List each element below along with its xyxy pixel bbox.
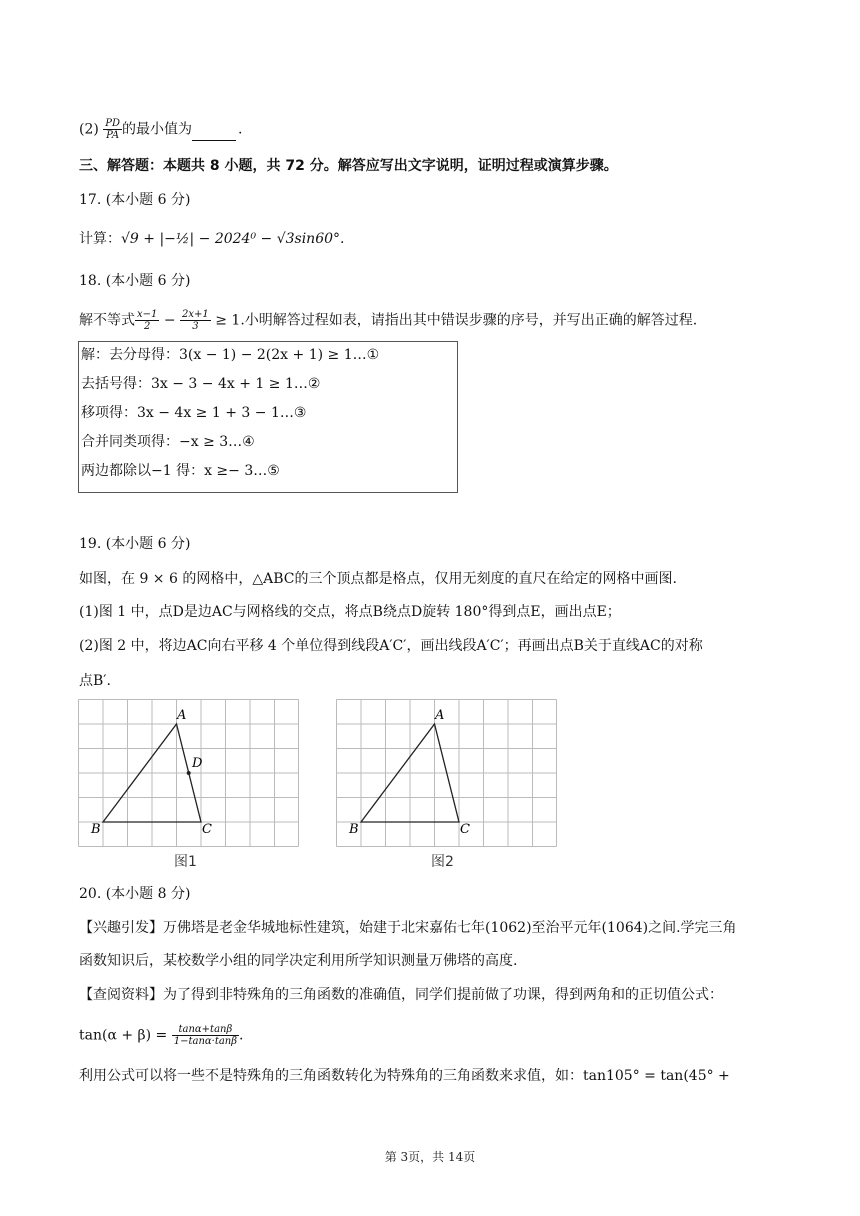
point-d [187,771,191,775]
fraction-denominator: 2 [144,321,151,332]
q17-prefix: 计算： [79,231,121,247]
fraction-2 [180,309,211,332]
minus-sign: − [159,312,181,329]
q19-part2b: 点B′. [79,673,111,689]
grid-figure-2 [336,699,558,847]
q18-rest: ≥ 1.小明解答过程如表，请指出其中错误步骤的序号，并写出正确的解答过程. [210,312,698,329]
q19-header: 19. (本小题 6 分) [79,536,191,552]
section-3-heading: 三、解答题：本题共 8 小题，共 72 分。解答应写出文字说明，证明过程或演算步骤。 [79,158,618,174]
label-b: B [91,822,101,837]
fraction-numerator: tanα+tanβ [172,1024,239,1036]
label-a: A [177,708,187,723]
label-a: A [435,708,445,723]
solution-step-1: 解：去分母得：3(x − 1) − 2(2x + 1) ≥ 1…① [81,347,380,363]
q16-part2 [79,118,242,141]
label-d: D [192,756,203,771]
fraction-numerator: x−1 [137,309,158,320]
q16-suffix: 的最小值为 [122,121,193,138]
q16-prefix: (2) [79,121,104,138]
q17-body [79,229,344,249]
q20-header: 20. (本小题 8 分) [79,886,191,902]
grid-figure-1 [78,699,300,847]
formula-lhs: tan(α + β) = [79,1027,172,1044]
pd-pa-fraction [103,118,122,141]
figure-2-caption: 图2 [431,854,454,870]
q20-para2: 【查阅资料】为了得到非特殊角的三角函数的准确值，同学们提前做了功课，得到两角和的正切值公式： [79,987,723,1003]
fraction-denominator: 1−tanα·tanβ [173,1036,238,1047]
q19-part1: (1)图 1 中，点D是边AC与网格线的交点，将点B绕点D旋转 180°得到点E，画出点E； [79,604,621,620]
q16-end: . [238,121,243,138]
q18-lead: 解不等式 [79,312,135,329]
label-c: C [202,822,212,837]
q17-expression: √9 + |−½| − 2024⁰ − √3sin60°. [121,231,345,247]
q20-para1b: 函数知识后，某校数学小组的同学决定利用所学知识测量万佛塔的高度. [79,953,518,969]
q20-para1a: 【兴趣引发】万佛塔是老金华城地标性建筑，始建于北宋嘉佑七年(1062)至治平元年(1064)之间.学完三角 [79,920,737,936]
fraction-numerator: PD [105,118,121,129]
fraction-denominator: PA [106,130,120,141]
tan-sum-fraction [172,1024,239,1047]
solution-step-3: 移项得：3x − 4x ≥ 1 + 3 − 1…③ [81,405,307,421]
solution-step-4: 合并同类项得：−x ≥ 3…④ [81,434,255,450]
q18-body [79,309,697,332]
q17-header: 17. (本小题 6 分) [79,192,191,208]
page-footer: 第 3页，共 14页 [384,1150,476,1164]
q20-formula [79,1024,243,1047]
q19-intro: 如图，在 9 × 6 的网格中，△ABC的三个顶点都是格点，仅用无刻度的直尺在给定的网格中画图. [79,571,677,587]
solution-step-2: 去括号得：3x − 3 − 4x + 1 ≥ 1…② [81,376,321,392]
label-b: B [349,822,359,837]
q20-para3: 利用公式可以将一些不是特殊角的三角函数转化为特殊角的三角函数来求值，如：tan105° = tan(45° + [79,1068,730,1084]
answer-blank [192,140,236,141]
figure-1-caption: 图1 [174,854,197,870]
fraction-denominator: 3 [192,321,199,332]
formula-end: . [239,1027,244,1044]
q19-part2a: (2)图 2 中，将边AC向右平移 4 个单位得到线段A′C′，画出线段A′C′；再画出点B关于直线AC的对称 [79,638,703,654]
fraction-1 [135,309,159,332]
fraction-numerator: 2x+1 [182,309,209,320]
solution-step-5: 两边都除以−1 得：x ≥− 3…⑤ [81,463,280,479]
q18-header: 18. (本小题 6 分) [79,273,191,289]
solution-box [78,341,458,493]
label-c: C [460,822,470,837]
